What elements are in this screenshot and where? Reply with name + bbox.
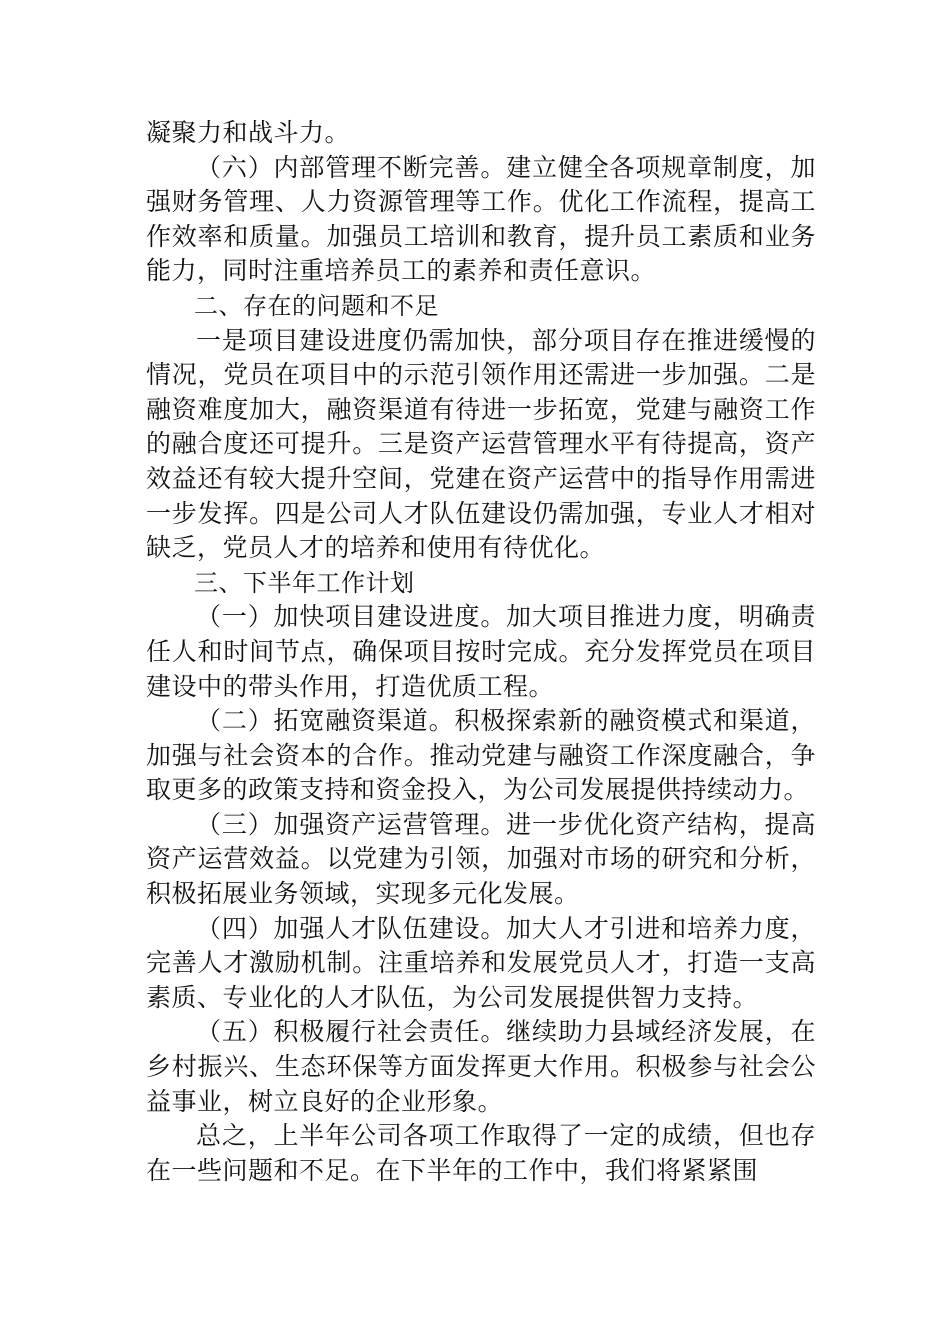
paragraph-plan-5: （五）积极履行社会责任。继续助力县域经济发展，在乡村振兴、生态环保等方面发挥更大作用。积极参与社会公益事业，树立良好的企业形象。 xyxy=(146,1017,816,1116)
paragraph-plan-4: （四）加强人才队伍建设。加大人才引进和培养力度，完善人才激励机制。注重培养和发展党员人才，打造一支高素质、专业化的人才队伍，为公司发展提供智力支持。 xyxy=(146,913,816,1012)
paragraph-plan-2: （二）拓宽融资渠道。积极探索新的融资模式和渠道，加强与社会资本的合作。推动党建与融资工作深度融合，争取更多的政策支持和资金投入，为公司发展提供持续动力。 xyxy=(146,706,816,805)
paragraph-plan-1: （一）加快项目建设进度。加大项目推进力度，明确责任人和时间节点，确保项目按时完成。充分发挥党员在项目建设中的带头作用，打造优质工程。 xyxy=(146,602,816,701)
paragraph-summary: 总之，上半年公司各项工作取得了一定的成绩，但也存在一些问题和不足。在下半年的工作中，我们将紧紧围 xyxy=(146,1121,816,1185)
paragraph-internal-management: （六）内部管理不断完善。建立健全各项规章制度，加强财务管理、人力资源管理等工作。优化工作流程，提高工作效率和质量。加强员工培训和教育，提升员工素质和业务能力，同时注重培养员工的素养和责任意识。 xyxy=(146,152,816,286)
section-heading-problems: 二、存在的问题和不足 xyxy=(194,291,439,320)
paragraph-plan-3: （三）加强资产运营管理。进一步优化资产结构，提高资产运营效益。以党建为引领，加强对市场的研究和分析，积极拓展业务领域，实现多元化发展。 xyxy=(146,809,816,909)
paragraph-continuation: 凝聚力和战斗力。 xyxy=(146,118,351,147)
paragraph-problems: 一是项目建设进度仍需加快，部分项目存在推进缓慢的情况，党员在项目中的示范引领作用还需进一步加强。二是融资难度加大，融资渠道有待进一步拓宽，党建与融资工作的融合度还可提升。三是资产运营管理水平有待提高，资产效益还有较大提升空间，党建在资产运营中的指导作用需进一步发挥。四是公司人才队伍建设仍需加强，专业人才相对缺乏，党员人才的培养和使用有待优化。 xyxy=(146,325,816,563)
document-body xyxy=(146,116,816,1188)
section-heading-plan: 三、下半年工作计划 xyxy=(194,568,415,597)
